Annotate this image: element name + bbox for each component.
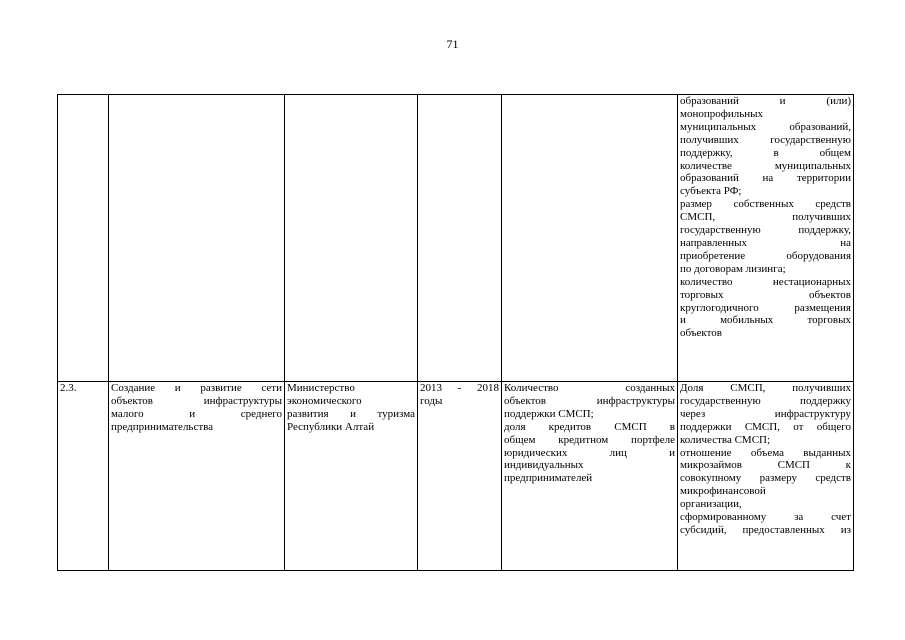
text-line: круглогодичного размещения bbox=[680, 301, 851, 314]
text-line: доля кредитов СМСП в bbox=[504, 420, 675, 433]
cell-number bbox=[58, 95, 109, 382]
text-line: объектов инфраструктуры bbox=[504, 394, 675, 407]
text-line: организации, bbox=[680, 498, 742, 511]
cell-period bbox=[418, 95, 502, 382]
cell-results bbox=[678, 95, 854, 382]
page-number: 71 bbox=[446, 37, 459, 51]
text-line: Республики Алтай bbox=[287, 420, 375, 433]
measure-lines bbox=[111, 382, 282, 434]
cell-executor bbox=[285, 95, 418, 382]
text-line: Доля СМСП, получивших bbox=[680, 382, 851, 394]
text-line: развития и туризма bbox=[287, 407, 415, 420]
text-line: Создание и развитие сети bbox=[111, 382, 282, 394]
text-line: размер собственных средств bbox=[680, 198, 851, 211]
cell-results bbox=[678, 382, 854, 571]
text-line: монопрофильных bbox=[680, 107, 764, 120]
text-line: получивших государственную bbox=[680, 133, 851, 146]
text-line: объектов инфраструктуры bbox=[111, 394, 282, 407]
text-line: сформированному за счет bbox=[680, 511, 851, 524]
text-line: микрофинансовой bbox=[680, 485, 766, 498]
text-line: СМСП, получивших bbox=[680, 211, 851, 224]
text-line: совокупному размеру средств bbox=[680, 472, 851, 485]
text-line: количество нестационарных bbox=[680, 275, 851, 288]
indicators-lines bbox=[504, 382, 675, 485]
text-line: поддержку, в общем bbox=[680, 146, 851, 159]
text-line: общем кредитном портфеле bbox=[504, 433, 675, 446]
text-line: муниципальных образований, bbox=[680, 120, 851, 133]
text-line: субъекта РФ; bbox=[680, 185, 742, 198]
cell-indicators bbox=[502, 382, 678, 571]
text-line: направленных на bbox=[680, 236, 851, 249]
cell-measure bbox=[109, 382, 285, 571]
text-line: образований и (или) bbox=[680, 95, 851, 107]
text-line: экономического bbox=[287, 394, 362, 407]
text-line: поддержки СМСП; bbox=[504, 407, 594, 420]
text-line: Количество созданных bbox=[504, 382, 675, 394]
text-line: образований на территории bbox=[680, 172, 851, 185]
text-line: субсидий, предоставленных из bbox=[680, 523, 851, 536]
text-line: количества СМСП; bbox=[680, 433, 771, 446]
text-line: через инфраструктуру bbox=[680, 407, 851, 420]
text-line: количестве муниципальных bbox=[680, 159, 851, 172]
text-line: индивидуальных bbox=[504, 459, 584, 472]
text-line: по договорам лизинга; bbox=[680, 262, 786, 275]
results-lines bbox=[680, 95, 851, 340]
table-row-2-3 bbox=[58, 382, 854, 571]
table-row-continuation bbox=[58, 95, 854, 382]
text-line: Министерство bbox=[287, 382, 355, 394]
cell-number bbox=[58, 382, 109, 571]
text-line: торговых объектов bbox=[680, 288, 851, 301]
text-line: предпринимателей bbox=[504, 472, 593, 485]
text-line: поддержки СМСП, от общего bbox=[680, 420, 851, 433]
cell-indicators bbox=[502, 95, 678, 382]
text-line: государственную поддержку bbox=[680, 394, 851, 407]
text-line: и мобильных торговых bbox=[680, 314, 851, 327]
cell-measure bbox=[109, 95, 285, 382]
text-line: годы bbox=[420, 394, 443, 407]
text-line: отношение объема выданных bbox=[680, 446, 851, 459]
text-line: юридических лиц и bbox=[504, 446, 675, 459]
results-lines bbox=[680, 382, 851, 537]
executor-lines bbox=[287, 382, 415, 434]
text-line: малого и среднего bbox=[111, 407, 282, 420]
cell-executor bbox=[285, 382, 418, 571]
text-line: государственную поддержку, bbox=[680, 224, 851, 237]
text-line: 2013 - 2018 bbox=[420, 382, 499, 394]
text-line: предпринимательства bbox=[111, 420, 214, 433]
period-lines bbox=[420, 382, 499, 408]
measures-table bbox=[57, 94, 854, 571]
text-line: микрозаймов СМСП к bbox=[680, 459, 851, 472]
cell-period bbox=[418, 382, 502, 571]
text-line: объектов bbox=[680, 327, 722, 340]
text-line: приобретение оборудования bbox=[680, 249, 851, 262]
row-number: 2.3. bbox=[60, 382, 77, 394]
